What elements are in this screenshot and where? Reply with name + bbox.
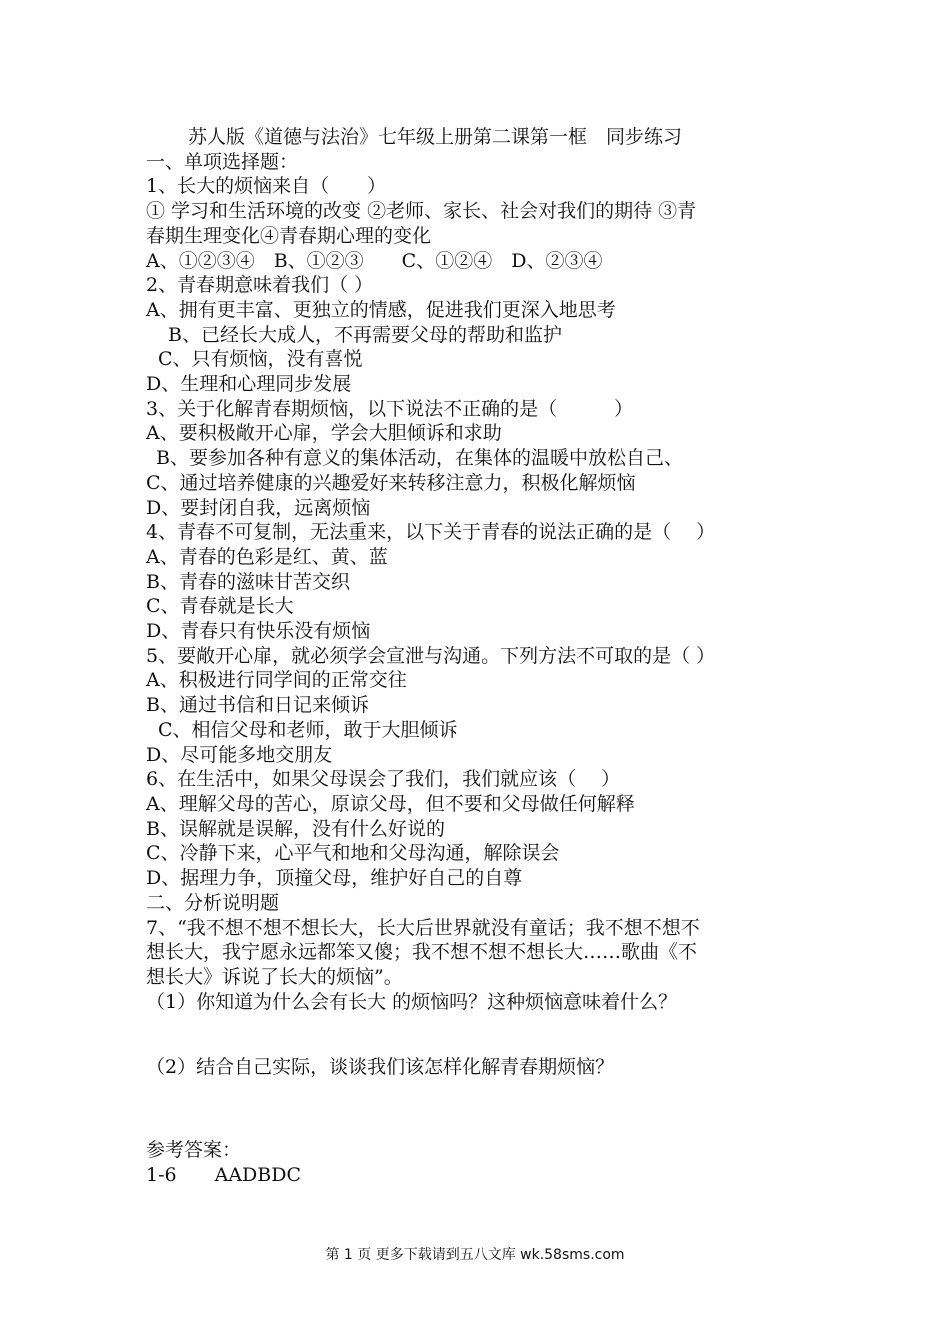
section-heading-analysis: 二、分析说明题 bbox=[146, 891, 280, 914]
question-1-stem: 1、长大的烦恼来自（ ） bbox=[146, 175, 387, 198]
answer-key-label: 参考答案： bbox=[146, 1139, 242, 1162]
question-6-option-c: C、冷静下来，心平气和地和父母沟通，解除误会 bbox=[146, 842, 560, 865]
question-7-text-end: 想长大》诉说了长大的烦恼”。 bbox=[146, 965, 403, 988]
question-7-sub-1: （1）你知道为什么会有长大 的烦恼吗？这种烦恼意味着什么？ bbox=[146, 990, 678, 1013]
question-4-option-c: C、青春就是长大 bbox=[146, 595, 294, 618]
question-1-text: ① 学习和生活环境的改变 ②老师、家长、社会对我们的期待 ③青 bbox=[146, 200, 697, 223]
answer-key-value: 1-6 AADBDC bbox=[146, 1163, 302, 1186]
question-3-stem: 3、关于化解青春期烦恼，以下说法不正确的是（ ） bbox=[146, 397, 634, 420]
question-6-option-a: A、理解父母的苦心，原谅父母，但不要和父母做任何解释 bbox=[146, 792, 635, 815]
answer-space-2 bbox=[146, 1080, 810, 1138]
question-7-text-cont: 想长大，我宁愿永远都笨又傻；我不想不想不想长大……歌曲《不 bbox=[146, 941, 698, 964]
question-3-option-a: A、要积极敞开心扉，学会大胆倾诉和求助 bbox=[146, 422, 502, 445]
question-3-option-b: B、要参加各种有意义的集体活动，在集体的温暖中放松自己、 bbox=[156, 447, 683, 470]
question-2-option-b: B、已经长大成人，不再需要父母的帮助和监护 bbox=[168, 323, 562, 346]
question-4-stem: 4、青春不可复制，无法重来，以下关于青春的说法正确的是（ ） bbox=[146, 521, 716, 544]
question-2-option-d: D、生理和心理同步发展 bbox=[146, 373, 352, 396]
question-6-stem: 6、在生活中，如果父母误会了我们，我们就应该（ ） bbox=[146, 768, 621, 791]
section-heading-choice: 一、单项选择题： bbox=[146, 150, 299, 173]
question-6-option-b: B、误解就是误解，没有什么好说的 bbox=[146, 817, 445, 840]
question-2-option-a: A、拥有更丰富、更独立的情感，促进我们更深入地思考 bbox=[146, 298, 616, 321]
page-title: 苏人版《道德与法治》七年级上册第二课第一框 同步练习 bbox=[188, 126, 683, 148]
question-4-option-b: B、青春的滋味甘苦交织 bbox=[146, 570, 350, 593]
answer-space-1 bbox=[146, 1014, 810, 1055]
question-2-stem: 2、青春期意味着我们（ ） bbox=[146, 274, 374, 297]
question-5-option-a: A、积极进行同学间的正常交往 bbox=[146, 669, 407, 692]
question-3-option-c: C、通过培养健康的兴趣爱好来转移注意力，积极化解烦恼 bbox=[146, 471, 636, 494]
question-1-text-cont: 春期生理变化④青春期心理的变化 bbox=[146, 224, 432, 247]
question-7-text: 7、“我不想不想不想长大，长大后世界就没有童话；我不想不想不 bbox=[146, 916, 700, 939]
question-5-option-b: B、通过书信和日记来倾诉 bbox=[146, 694, 369, 717]
question-4-option-d: D、青春只有快乐没有烦恼 bbox=[146, 620, 371, 643]
question-5-stem: 5、要敞开心扉，就必须学会宣泄与沟通。下列方法不可取的是（ ） bbox=[146, 644, 716, 667]
question-5-option-d: D、尽可能多地交朋友 bbox=[146, 743, 333, 766]
question-1-options: A、①②③④ B、①②③ C、①②④ D、②③④ bbox=[146, 249, 603, 272]
worksheet-content bbox=[146, 125, 810, 1187]
question-2-option-c: C、只有烦恼，没有喜悦 bbox=[158, 348, 363, 371]
question-6-option-d: D、据理力争，顶撞父母，维护好自己的自尊 bbox=[146, 867, 523, 890]
question-5-option-c: C、相信父母和老师，敢于大胆倾诉 bbox=[158, 718, 458, 741]
page-footer: 第 1 页 更多下载请到五八文库 wk.58sms.com bbox=[325, 1247, 625, 1263]
question-3-option-d: D、要封闭自我，远离烦恼 bbox=[146, 496, 371, 519]
question-4-option-a: A、青春的色彩是红、黄、蓝 bbox=[146, 545, 388, 568]
question-7-sub-2: （2）结合自己实际，谈谈我们该怎样化解青春期烦恼？ bbox=[146, 1056, 615, 1079]
